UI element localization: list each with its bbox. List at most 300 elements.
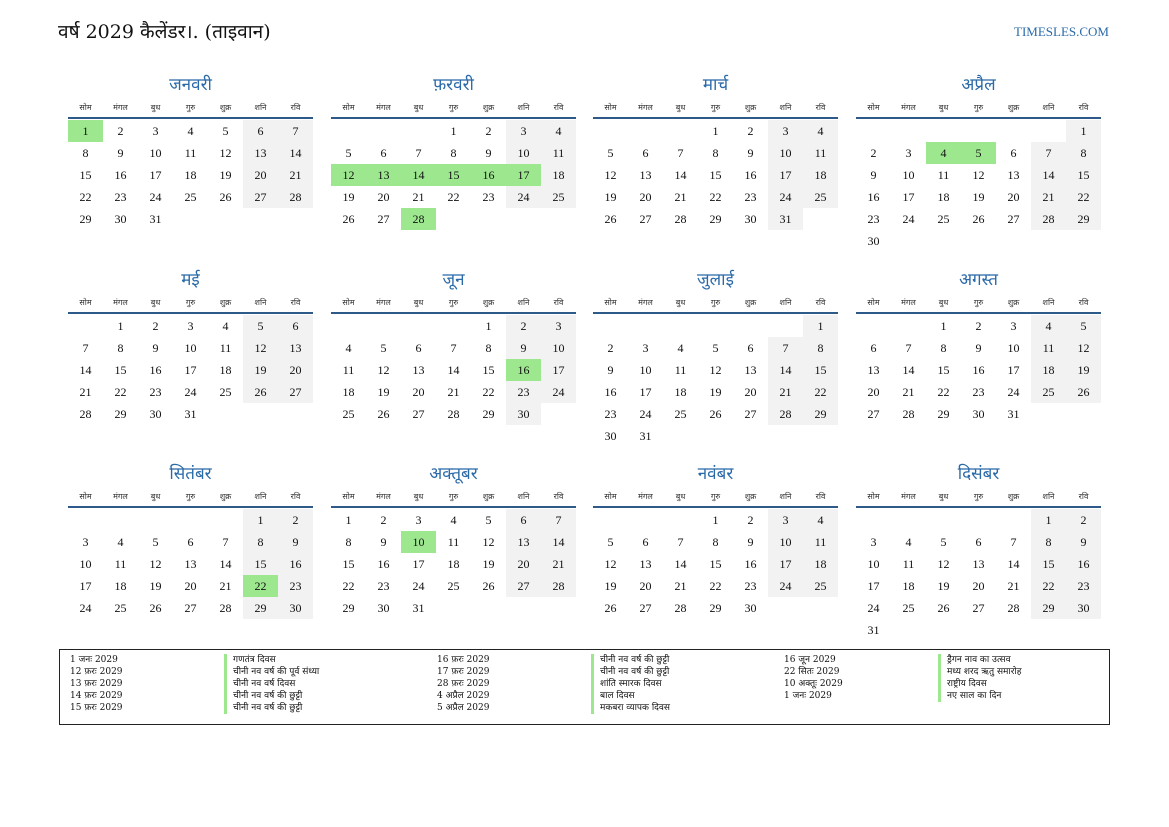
weekday-header — [593, 491, 838, 508]
day-cell: 20 — [744, 385, 757, 399]
day-cell: 22 — [803, 381, 838, 403]
day-cell: 20 — [184, 579, 197, 593]
day-cell: 31 — [768, 208, 803, 230]
month-name: अगस्त — [959, 270, 998, 290]
day-cell: 13 — [744, 363, 757, 377]
day-cell: 9 — [380, 535, 387, 549]
weekday-header — [593, 102, 838, 119]
day-cell: 26 — [219, 190, 232, 204]
day-cell: 2 — [870, 146, 877, 160]
weekday-label: गुरु — [185, 298, 196, 307]
day-cell: 23 — [506, 381, 541, 403]
day-cell: 7 — [905, 341, 912, 355]
weekday-label: रवि — [553, 492, 564, 501]
day-cell: 26 — [604, 212, 617, 226]
day-cell: 18 — [937, 190, 950, 204]
site-link[interactable]: TIMESLES.COM — [1014, 24, 1109, 39]
day-cell: 25 — [937, 212, 950, 226]
day-cell: 25 — [219, 385, 232, 399]
day-cell: 9 — [152, 341, 159, 355]
day-cell: 17 — [639, 385, 652, 399]
weekday-label: बुध — [938, 492, 949, 501]
day-cell: 21 — [768, 381, 803, 403]
day-cell: 1 — [1066, 120, 1101, 142]
day-cell: 26 — [937, 601, 950, 615]
day-cell: 29 — [1066, 208, 1101, 230]
day-cell: 3 — [1010, 319, 1017, 333]
day-cell: 8 — [82, 146, 89, 160]
day-cell: 15 — [79, 168, 92, 182]
weekday-label: सोम — [79, 492, 92, 501]
day-cell: 15 — [709, 168, 722, 182]
calendar-grid — [68, 72, 1102, 652]
day-cell: 8 — [485, 341, 492, 355]
page-title: वर्ष 2029 कैलेंडर।. (ताइवान) — [58, 21, 271, 43]
weekday-label: शनि — [1042, 298, 1055, 307]
holiday-name: नए साल का दिन — [938, 690, 1001, 702]
month-block — [593, 461, 838, 641]
day-cell: 16 — [867, 190, 880, 204]
day-cell: 8 — [345, 535, 352, 549]
day-cell: 9 — [278, 531, 313, 553]
day-cell: 28 — [674, 212, 687, 226]
weekday-label: रवि — [1078, 492, 1089, 501]
day-cell: 25 — [902, 601, 915, 615]
weekday-header — [68, 491, 313, 508]
day-cell: 26 — [243, 381, 278, 403]
day-cell: 26 — [709, 407, 722, 421]
day-cell: 10 — [184, 341, 197, 355]
day-cell: 20 — [1007, 190, 1020, 204]
weekday-label: सोम — [342, 298, 355, 307]
day-cell: 9 — [607, 363, 614, 377]
day-cell: 8 — [712, 535, 719, 549]
day-cell: 6 — [1010, 146, 1017, 160]
holiday-day-cell: 15 — [436, 164, 471, 186]
weekday-label: सोम — [79, 298, 92, 307]
day-cell: 4 — [187, 124, 194, 138]
weekday-header — [856, 102, 1101, 119]
day-cell: 1 — [712, 124, 719, 138]
day-cell: 18 — [219, 363, 232, 377]
day-cell: 10 — [1007, 341, 1020, 355]
day-cell: 16 — [972, 363, 985, 377]
day-cell: 16 — [744, 557, 757, 571]
day-cell: 15 — [1066, 164, 1101, 186]
day-cell: 26 — [482, 579, 495, 593]
weekday-header — [331, 102, 576, 119]
day-cell: 20 — [639, 190, 652, 204]
day-cell: 6 — [747, 341, 754, 355]
day-cell: 20 — [377, 190, 390, 204]
day-grid — [331, 120, 576, 252]
day-cell: 2 — [747, 124, 754, 138]
day-cell: 13 — [1007, 168, 1020, 182]
holiday-name: बाल दिवस — [591, 690, 635, 702]
holiday-day-cell: 1 — [68, 120, 103, 142]
day-cell: 13 — [972, 557, 985, 571]
day-cell: 2 — [278, 509, 313, 531]
day-cell: 25 — [342, 407, 355, 421]
weekday-label: सोम — [342, 103, 355, 112]
month-name: जनवरी — [169, 75, 212, 95]
day-cell: 12 — [937, 557, 950, 571]
weekday-header — [331, 297, 576, 314]
day-cell: 17 — [768, 164, 803, 186]
day-cell: 4 — [803, 120, 838, 142]
day-cell: 7 — [222, 535, 229, 549]
day-cell: 6 — [506, 509, 541, 531]
month-block — [68, 72, 313, 252]
holiday-name: राष्ट्रीय दिवस — [938, 678, 987, 690]
day-cell: 1 — [803, 315, 838, 337]
day-cell: 30 — [744, 601, 757, 615]
day-cell: 22 — [709, 579, 722, 593]
day-cell: 4 — [803, 509, 838, 531]
day-cell: 5 — [607, 535, 614, 549]
day-cell: 4 — [541, 120, 576, 142]
day-cell: 21 — [541, 553, 576, 575]
day-cell: 13 — [184, 557, 197, 571]
day-cell: 18 — [342, 385, 355, 399]
weekday-header — [593, 297, 838, 314]
day-cell: 23 — [604, 407, 617, 421]
day-grid — [68, 315, 313, 447]
day-cell: 28 — [1007, 601, 1020, 615]
day-cell: 18 — [803, 164, 838, 186]
weekday-label: रवि — [290, 103, 301, 112]
holiday-date: 1 जनः 2029 — [784, 691, 832, 701]
day-cell: 22 — [114, 385, 127, 399]
day-grid — [856, 315, 1101, 447]
day-cell: 8 — [1031, 531, 1066, 553]
day-cell: 10 — [902, 168, 915, 182]
day-cell: 7 — [1010, 535, 1017, 549]
day-cell: 5 — [940, 535, 947, 549]
day-cell: 26 — [604, 601, 617, 615]
day-cell: 30 — [506, 403, 541, 425]
day-cell: 7 — [450, 341, 457, 355]
day-cell: 27 — [639, 212, 652, 226]
day-cell: 27 — [278, 381, 313, 403]
weekday-label: बुध — [938, 103, 949, 112]
day-cell: 1 — [117, 319, 124, 333]
day-cell: 19 — [243, 359, 278, 381]
day-cell: 27 — [412, 407, 425, 421]
day-cell: 20 — [243, 164, 278, 186]
day-cell: 1 — [485, 319, 492, 333]
day-cell: 14 — [79, 363, 92, 377]
day-cell: 22 — [79, 190, 92, 204]
day-cell: 21 — [902, 385, 915, 399]
day-cell: 11 — [937, 168, 950, 182]
day-cell: 21 — [1007, 579, 1020, 593]
month-name: दिसंबर — [957, 464, 1000, 484]
day-grid — [68, 120, 313, 252]
day-cell: 14 — [768, 359, 803, 381]
day-cell: 20 — [639, 579, 652, 593]
day-cell: 9 — [1066, 531, 1101, 553]
day-cell: 2 — [117, 124, 124, 138]
day-cell: 24 — [184, 385, 197, 399]
holiday-day-cell: 16 — [471, 164, 506, 186]
day-cell: 15 — [243, 553, 278, 575]
day-cell: 3 — [905, 146, 912, 160]
day-cell: 27 — [1007, 212, 1020, 226]
day-cell: 28 — [674, 601, 687, 615]
weekday-header — [856, 491, 1101, 508]
day-cell: 3 — [82, 535, 89, 549]
weekday-label: रवि — [553, 103, 564, 112]
day-cell: 9 — [975, 341, 982, 355]
month-name: फ़रवरी — [433, 75, 474, 95]
day-cell: 12 — [604, 168, 617, 182]
day-cell: 14 — [1007, 557, 1020, 571]
day-cell: 15 — [709, 557, 722, 571]
weekday-label: बुध — [675, 298, 686, 307]
day-cell: 18 — [184, 168, 197, 182]
day-cell: 4 — [677, 341, 684, 355]
day-cell: 24 — [412, 579, 425, 593]
weekday-label: शुक्र — [219, 298, 232, 307]
day-cell: 21 — [278, 164, 313, 186]
day-cell: 15 — [937, 363, 950, 377]
weekday-label: मंगल — [376, 298, 391, 307]
day-cell: 15 — [482, 363, 495, 377]
weekday-label: शनि — [779, 492, 792, 501]
day-cell: 3 — [768, 509, 803, 531]
day-cell: 2 — [1066, 509, 1101, 531]
day-cell: 2 — [975, 319, 982, 333]
weekday-label: गुरु — [448, 103, 459, 112]
day-cell: 17 — [768, 553, 803, 575]
holiday-date: 5 अप्रैल 2029 — [437, 703, 490, 713]
day-cell: 26 — [972, 212, 985, 226]
day-cell: 23 — [114, 190, 127, 204]
weekday-label: गुरु — [448, 492, 459, 501]
day-cell: 15 — [114, 363, 127, 377]
day-cell: 28 — [219, 601, 232, 615]
weekday-label: मंगल — [638, 298, 653, 307]
day-cell: 31 — [1007, 407, 1020, 421]
day-cell: 29 — [709, 212, 722, 226]
day-cell: 18 — [902, 579, 915, 593]
holiday-date: 15 फ़रः 2029 — [70, 703, 123, 713]
day-cell: 24 — [79, 601, 92, 615]
day-cell: 21 — [79, 385, 92, 399]
holiday-name: मकबरा व्यापक दिवस — [591, 702, 670, 714]
month-block — [856, 461, 1101, 641]
holiday-date: 16 फ़रः 2029 — [437, 655, 490, 665]
day-cell: 3 — [768, 120, 803, 142]
day-cell: 21 — [674, 579, 687, 593]
day-cell: 13 — [243, 142, 278, 164]
day-cell: 8 — [450, 146, 457, 160]
day-cell: 12 — [709, 363, 722, 377]
day-cell: 16 — [114, 168, 127, 182]
day-cell: 13 — [639, 168, 652, 182]
day-cell: 5 — [1066, 315, 1101, 337]
day-cell: 21 — [412, 190, 425, 204]
day-cell: 31 — [639, 429, 652, 443]
day-cell: 12 — [377, 363, 390, 377]
day-cell: 7 — [677, 535, 684, 549]
day-cell: 29 — [482, 407, 495, 421]
month-name: नवंबर — [697, 464, 734, 484]
day-cell: 29 — [79, 212, 92, 226]
weekday-label: मंगल — [113, 103, 128, 112]
weekday-label: सोम — [867, 492, 880, 501]
day-cell: 18 — [1031, 359, 1066, 381]
day-cell: 30 — [744, 212, 757, 226]
day-cell: 3 — [415, 513, 422, 527]
weekday-label: शुक्र — [1007, 492, 1020, 501]
holiday-name: चीनी नव वर्ष की छुट्टी — [224, 702, 302, 714]
day-cell: 2 — [380, 513, 387, 527]
day-cell: 2 — [485, 124, 492, 138]
day-cell: 19 — [377, 385, 390, 399]
day-cell: 29 — [114, 407, 127, 421]
day-cell: 5 — [485, 513, 492, 527]
day-cell: 4 — [450, 513, 457, 527]
day-cell: 30 — [1066, 597, 1101, 619]
day-cell: 24 — [149, 190, 162, 204]
weekday-label: बुध — [150, 298, 161, 307]
weekday-label: मंगल — [901, 298, 916, 307]
day-cell: 14 — [1031, 164, 1066, 186]
day-cell: 13 — [506, 531, 541, 553]
month-block — [68, 267, 313, 447]
day-cell: 10 — [639, 363, 652, 377]
month-name: मई — [181, 270, 200, 290]
weekday-label: रवि — [815, 492, 826, 501]
day-cell: 23 — [377, 579, 390, 593]
day-cell: 10 — [541, 337, 576, 359]
day-cell: 8 — [940, 341, 947, 355]
holiday-name: शांति स्मारक दिवस — [591, 678, 662, 690]
weekday-label: मंगल — [376, 492, 391, 501]
holiday-day-cell: 14 — [401, 164, 436, 186]
weekday-label: शुक्र — [1007, 298, 1020, 307]
day-cell: 19 — [604, 190, 617, 204]
weekday-label: बुध — [413, 492, 424, 501]
holiday-day-cell: 17 — [506, 164, 541, 186]
weekday-label: गुरु — [185, 492, 196, 501]
weekday-label: गुरु — [973, 492, 984, 501]
day-cell: 6 — [975, 535, 982, 549]
day-cell: 18 — [541, 164, 576, 186]
month-block — [856, 267, 1101, 447]
weekday-label: मंगल — [638, 103, 653, 112]
day-cell: 14 — [674, 557, 687, 571]
day-cell: 19 — [149, 579, 162, 593]
month-block — [331, 461, 576, 641]
holiday-day-cell: 10 — [401, 531, 436, 553]
day-cell: 1 — [712, 513, 719, 527]
day-cell: 6 — [642, 146, 649, 160]
day-cell: 21 — [1031, 186, 1066, 208]
day-cell: 19 — [342, 190, 355, 204]
day-cell: 14 — [674, 168, 687, 182]
day-cell: 9 — [485, 146, 492, 160]
day-cell: 30 — [114, 212, 127, 226]
day-cell: 19 — [937, 579, 950, 593]
day-cell: 5 — [345, 146, 352, 160]
day-cell: 20 — [278, 359, 313, 381]
day-cell: 19 — [709, 385, 722, 399]
day-cell: 27 — [867, 407, 880, 421]
day-cell: 7 — [541, 509, 576, 531]
holiday-date: 28 फ़रः 2029 — [437, 679, 490, 689]
holiday-list — [59, 649, 1110, 725]
day-cell: 30 — [604, 429, 617, 443]
weekday-label: रवि — [1078, 298, 1089, 307]
day-cell: 12 — [219, 146, 232, 160]
day-cell: 26 — [149, 601, 162, 615]
day-cell: 10 — [149, 146, 162, 160]
holiday-date: 14 फ़रः 2029 — [70, 691, 123, 701]
weekday-label: रवि — [815, 103, 826, 112]
day-cell: 13 — [639, 557, 652, 571]
holiday-name: चीनी नव वर्ष की पूर्व संध्या — [224, 666, 319, 678]
weekday-label: बुध — [413, 298, 424, 307]
weekday-label: गुरु — [710, 103, 721, 112]
day-cell: 25 — [541, 186, 576, 208]
day-cell: 14 — [219, 557, 232, 571]
day-cell: 27 — [639, 601, 652, 615]
day-cell: 28 — [447, 407, 460, 421]
weekday-label: शनि — [1042, 103, 1055, 112]
weekday-label: सोम — [867, 298, 880, 307]
holiday-name: चीनी नव वर्ष की छुट्टी — [591, 654, 669, 666]
holiday-date: 4 अप्रैल 2029 — [437, 691, 490, 701]
weekday-label: बुध — [675, 103, 686, 112]
day-cell: 9 — [747, 535, 754, 549]
day-cell: 27 — [243, 186, 278, 208]
day-cell: 24 — [867, 601, 880, 615]
day-cell: 17 — [867, 579, 880, 593]
weekday-label: मंगल — [113, 492, 128, 501]
day-cell: 8 — [243, 531, 278, 553]
weekday-label: शनि — [517, 103, 530, 112]
day-cell: 16 — [604, 385, 617, 399]
weekday-label: रवि — [290, 298, 301, 307]
weekday-label: मंगल — [638, 492, 653, 501]
day-cell: 25 — [803, 186, 838, 208]
weekday-label: शनि — [517, 298, 530, 307]
day-cell: 23 — [149, 385, 162, 399]
day-cell: 10 — [867, 557, 880, 571]
day-cell: 13 — [412, 363, 425, 377]
weekday-label: गुरु — [973, 103, 984, 112]
weekday-label: शनि — [254, 492, 267, 501]
day-grid — [856, 120, 1101, 252]
day-cell: 9 — [747, 146, 754, 160]
day-cell: 15 — [342, 557, 355, 571]
day-cell: 6 — [278, 315, 313, 337]
day-cell: 14 — [278, 142, 313, 164]
day-grid — [68, 509, 313, 641]
day-cell: 11 — [541, 142, 576, 164]
day-cell: 16 — [744, 168, 757, 182]
day-grid — [331, 509, 576, 641]
day-cell: 29 — [1031, 597, 1066, 619]
day-cell: 31 — [412, 601, 425, 615]
day-cell: 29 — [803, 403, 838, 425]
day-cell: 17 — [1007, 363, 1020, 377]
day-cell: 2 — [506, 315, 541, 337]
month-name: अप्रैल — [961, 75, 996, 95]
